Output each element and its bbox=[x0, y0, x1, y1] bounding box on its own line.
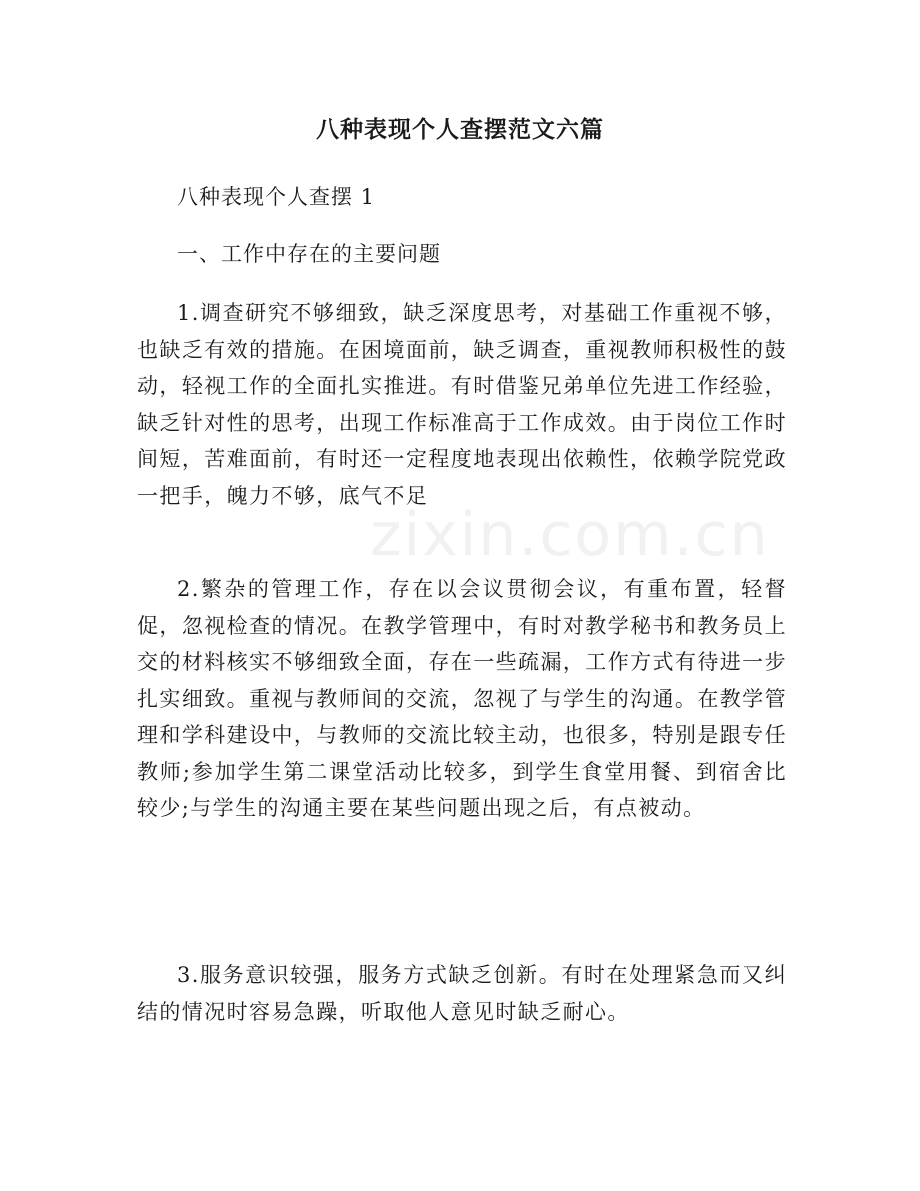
paragraph-3: 3.服务意识较强，服务方式缺乏创新。有时在处理紧急而又纠结的情况时容易急躁，听取他人意见时缺乏耐心。 bbox=[137, 963, 787, 1024]
document-title: 八种表现个人查摆范文六篇 bbox=[316, 116, 604, 143]
section-heading: 一、工作中存在的主要问题 bbox=[177, 242, 441, 266]
paragraph-2: 2.繁杂的管理工作，存在以会议贯彻会议，有重布置，轻督促，忽视检查的情况。在教学管理中，有时对教学秘书和教务员上交的材料核实不够细致全面，存在一些疏漏，工作方式有待进一步扎实细致。重视与教师间的交流，忽视了与学生的沟通。在教学管理和学科建设中，与教师的交流比较主动，也很多，特别是跟专任教师;参加学生第二课堂活动比较多，到学生食堂用餐、到宿舍比较少;与学生的沟通主要在某些问题出现之后，有点被动。 bbox=[137, 577, 787, 820]
watermark: zixin.com.cn bbox=[370, 500, 770, 570]
document-subtitle: 八种表现个人查摆 1 bbox=[177, 185, 376, 209]
paragraph-1: 1.调查研究不够细致，缺乏深度思考，对基础工作重视不够，也缺乏有效的措施。在困境面前，缺乏调查，重视教师积极性的鼓动，轻视工作的全面扎实推进。有时借鉴兄弟单位先进工作经验，缺乏针对性的思考，出现工作标准高于工作成效。由于岗位工作时间短，苦难面前，有时还一定程度地表现出依赖性，依赖学院党政一把手，魄力不够，底气不足 bbox=[137, 301, 787, 508]
